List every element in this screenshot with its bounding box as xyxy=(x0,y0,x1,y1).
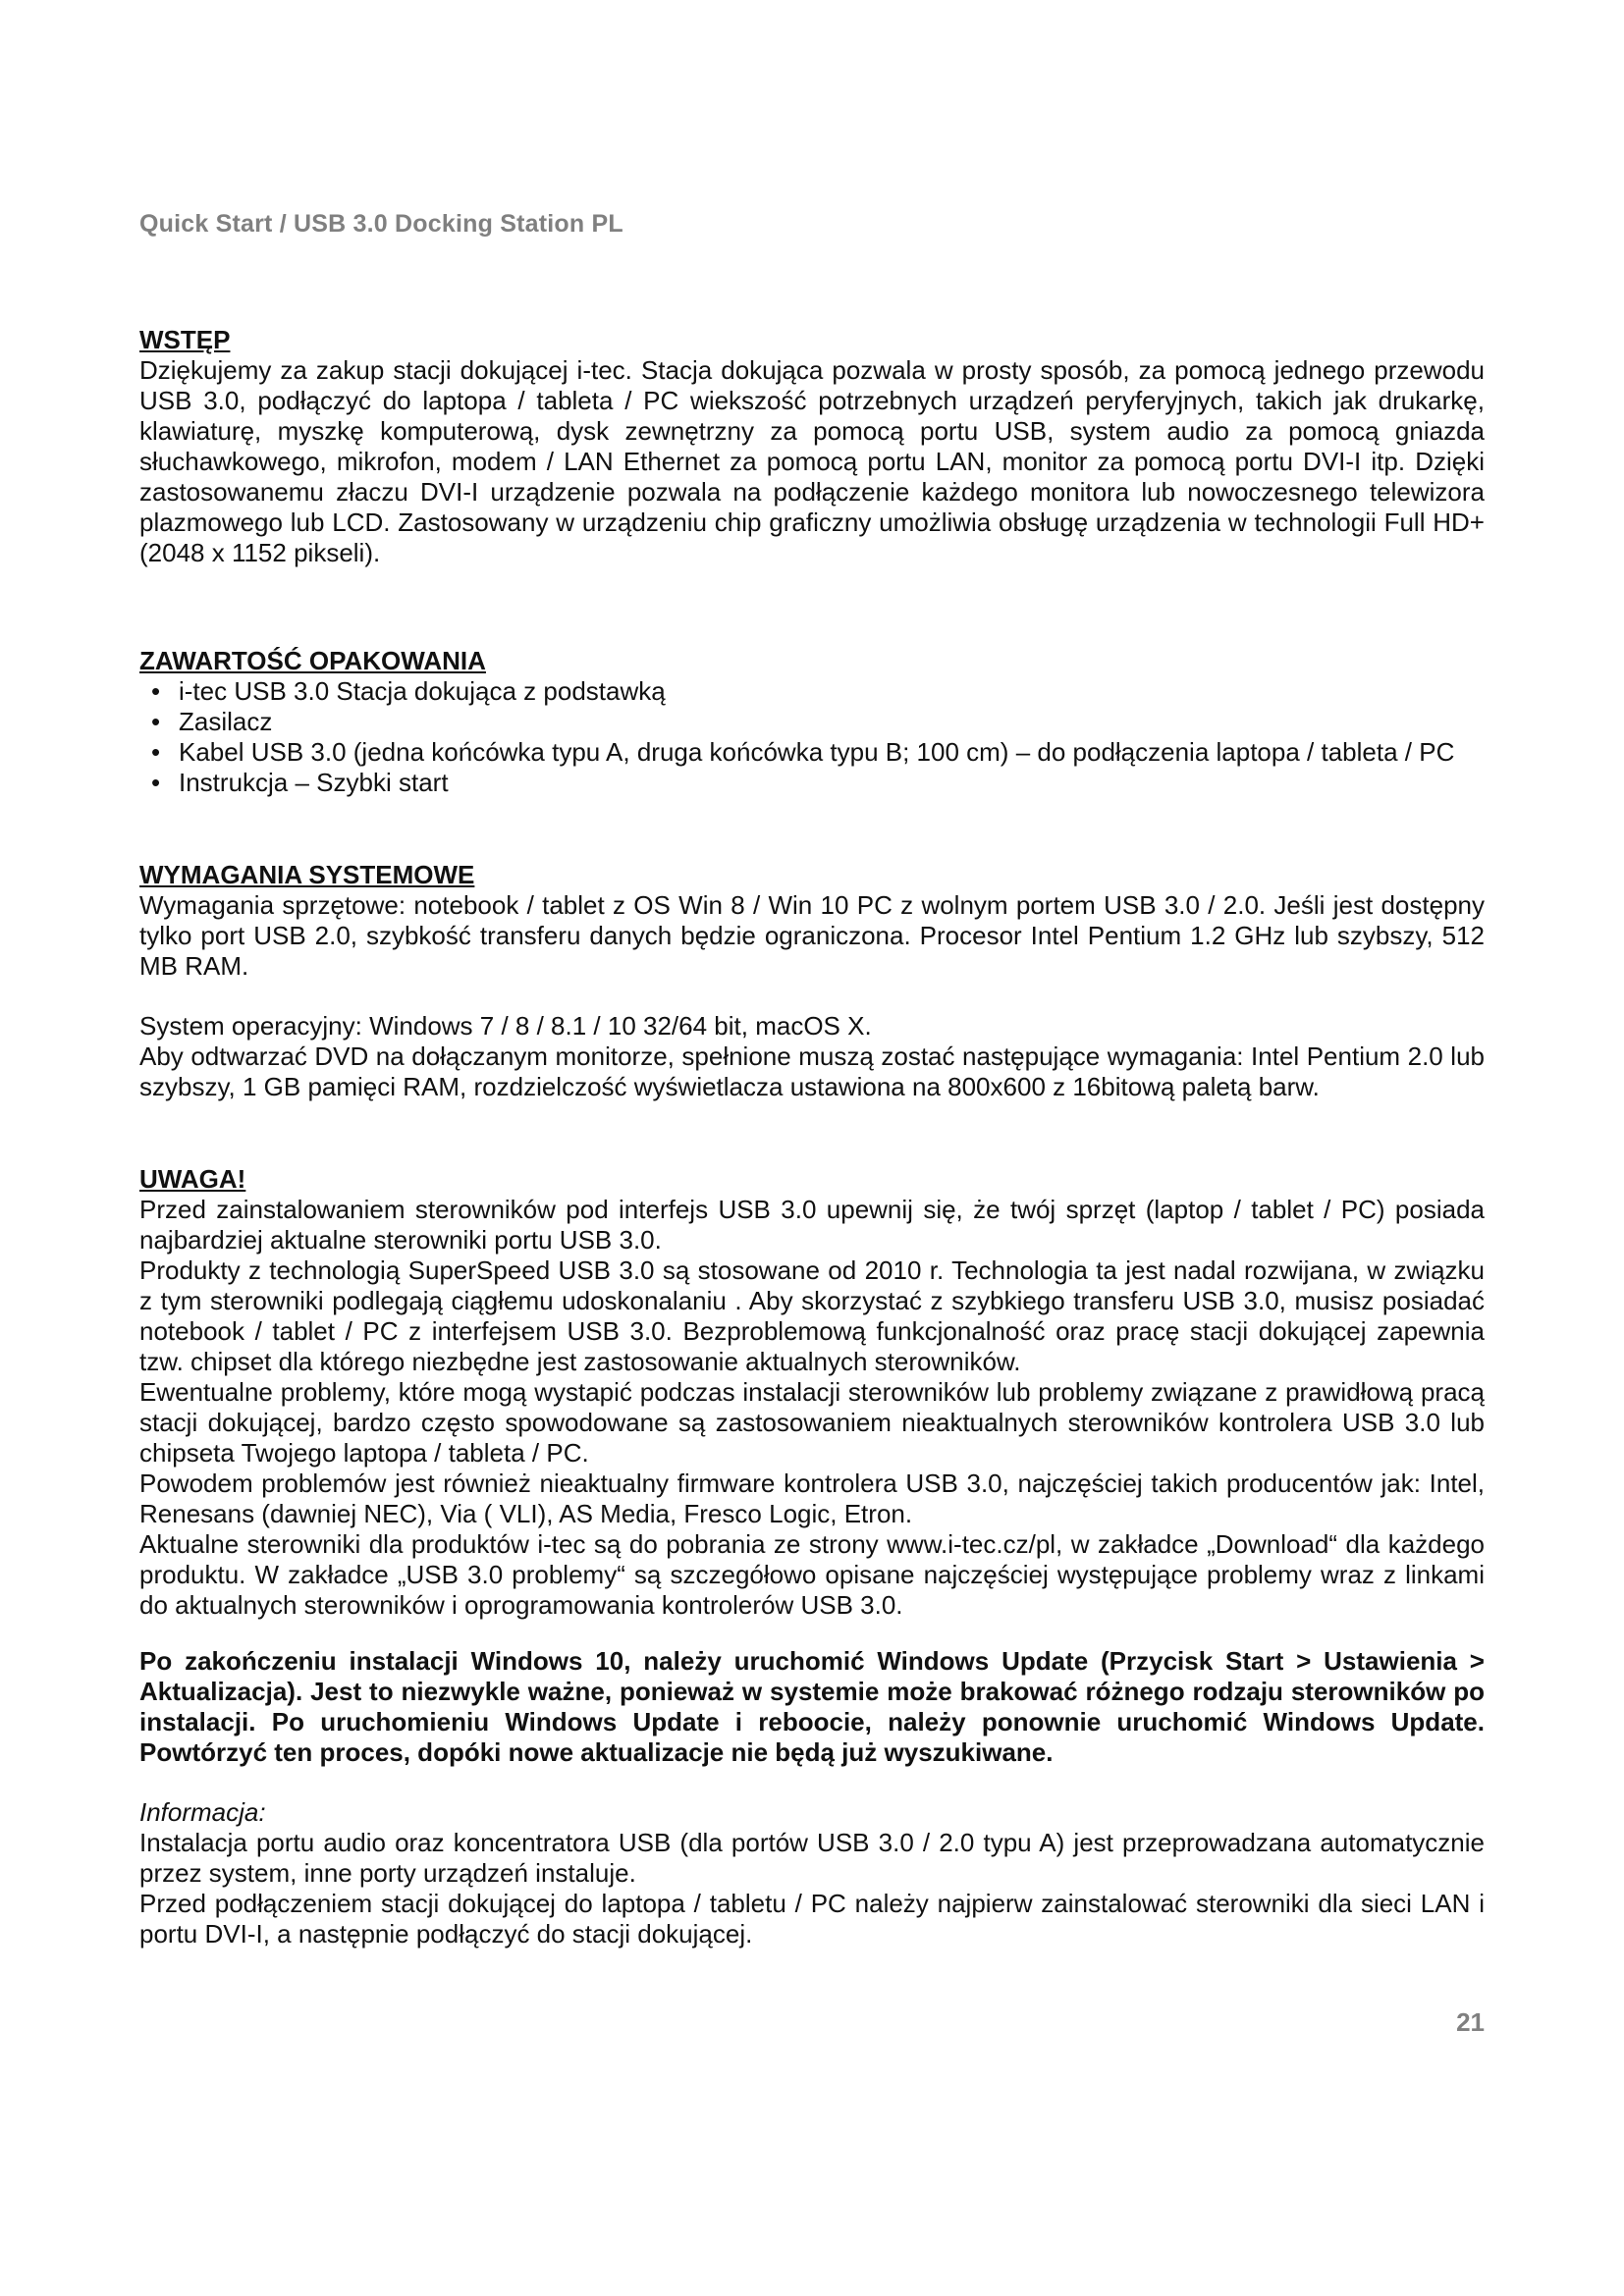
list-item: • Zasilacz xyxy=(139,707,1485,737)
section-requirements xyxy=(139,859,1485,1102)
package-list xyxy=(139,676,1485,798)
section-warning xyxy=(139,1163,1485,1949)
section-intro xyxy=(139,324,1485,568)
info-label: Informacja: xyxy=(139,1797,266,1827)
section-title-warning: UWAGA! xyxy=(139,1164,246,1194)
section-title-requirements: WYMAGANIA SYSTEMOWE xyxy=(139,860,475,889)
page-number: 21 xyxy=(1456,2007,1485,2037)
warning-paragraph: Produkty z technologią SuperSpeed USB 3.0 są stosowane od 2010 r. Technologia ta jest nadal rozwijana, w związku z tym sterowniki podlegają ciągłemu udoskonalaniu . Aby skorzystać z szybkiego transferu USB 3.0, musisz posiadać notebook / tablet / PC z interfejsem USB 3.0. Bezproblemową funkcjonalność oraz pracę stacji dokującej zapewnia tzw. chipset dla którego niezbędne jest zastosowanie aktualnych sterowników. xyxy=(139,1255,1485,1376)
warning-paragraph: Powodem problemów jest również nieaktualny firmware kontrolera USB 3.0, najczęściej takich producentów jak: Intel, Renesans (dawniej NEC), Via ( VLI), AS Media, Fresco Logic, Etron. xyxy=(139,1468,1485,1528)
info-paragraph: Instalacja portu audio oraz koncentratora USB (dla portów USB 3.0 / 2.0 typu A) jest przeprowadzana automatycznie przez system, inne porty urządzeń instaluje. xyxy=(139,1828,1485,1888)
list-item: • i-tec USB 3.0 Stacja dokująca z podstawką xyxy=(139,676,1485,707)
warning-paragraph: Ewentualne problemy, które mogą wystapić podczas instalacji sterowników lub problemy związane z prawidłową pracą stacji dokującej, bardzo często spowodowane są zastosowaniem nieaktualnych sterowników kontrolera USB 3.0 lub chipseta Twojego laptopa / tableta / PC. xyxy=(139,1377,1485,1468)
section-title-package: ZAWARTOŚĆ OPAKOWANIA xyxy=(139,646,486,675)
info-paragraph: Przed podłączeniem stacji dokującej do laptopa / tabletu / PC należy najpierw zainstalować sterowniki dla sieci LAN i portu DVI-I, a następnie podłączyć do stacji dokującej. xyxy=(139,1889,1485,1949)
requirements-dvd: Aby odtwarzać DVD na dołączanym monitorze, spełnione muszą zostać następujące wymagania: Intel Pentium 2.0 lub szybszy, 1 GB pamięci RAM, rozdzielczość wyświetlacza ustawiona na 800x600 z 16bitową paletą barw. xyxy=(139,1041,1485,1101)
warning-paragraph: Przed zainstalowaniem sterowników pod interfejs USB 3.0 upewnij się, że twój sprzęt (laptop / tablet / PC) posiada najbardziej aktualne sterowniki portu USB 3.0. xyxy=(139,1195,1485,1255)
list-item: • Instrukcja – Szybki start xyxy=(139,768,1485,798)
windows-update-note: Po zakończeniu instalacji Windows 10, należy uruchomić Windows Update (Przycisk Start > Ustawienia > Aktualizacja). Jest to niezwykle ważne, ponieważ w systemie może brakować różnego rodzaju sterowników po instalacji. Po uruchomieniu Windows Update i reboocie, należy ponownie uruchomić Windows Update. Powtórzyć ten proces, dopóki nowe aktualizacje nie będą już wyszukiwane. xyxy=(139,1646,1485,1767)
requirements-hardware: Wymagania sprzętowe: notebook / tablet z OS Win 8 / Win 10 PC z wolnym portem USB 3.0 / 2.0. Jeśli jest dostępny tylko port USB 2.0, szybkość transferu danych będzie ograniczona. Procesor Intel Pentium 1.2 GHz lub szybszy, 512 MB RAM. xyxy=(139,890,1485,981)
warning-paragraph: Aktualne sterowniki dla produktów i-tec są do pobrania ze strony www.i-tec.cz/pl, w zakładce „Download“ dla każdego produktu. W zakładce „USB 3.0 problemy“ są szczegółowo opisane najczęściej występujące problemy wraz z linkami do aktualnych sterowników i oprogramowania kontrolerów USB 3.0. xyxy=(139,1529,1485,1620)
document-body xyxy=(139,324,1485,2010)
intro-paragraph: Dziękujemy za zakup stacji dokującej i-tec. Stacja dokująca pozwala w prosty sposób, za pomocą jednego przewodu USB 3.0, podłączyć do laptopa / tableta / PC wiekszość potrzebnych urządzeń peryferyjnych, takich jak drukarkę, klawiaturę, myszkę komputerową, dysk zewnętrzny za pomocą portu USB, system audio za pomocą gniazda słuchawkowego, mikrofon, modem / LAN Ethernet za pomocą portu LAN, monitor za pomocą portu DVI-I itp. Dzięki zastosowanemu złaczu DVI-I urządzenie pozwala na podłączenie każdego monitora lub nowoczesnego telewizora plazmowego lub LCD. Zastosowany w urządzeniu chip graficzny umożliwia obsługę urządzenia w technologii Full HD+ (2048 x 1152 pikseli). xyxy=(139,355,1485,567)
section-package xyxy=(139,645,1485,798)
list-item: • Kabel USB 3.0 (jedna końcówka typu A, druga końcówka typu B; 100 cm) – do podłączenia laptopa / tableta / PC xyxy=(139,737,1485,768)
section-title-intro: WSTĘP xyxy=(139,325,231,354)
page-header-title: Quick Start / USB 3.0 Docking Station PL xyxy=(139,210,623,238)
requirements-os: System operacyjny: Windows 7 / 8 / 8.1 / 10 32/64 bit, macOS X. xyxy=(139,1011,872,1041)
